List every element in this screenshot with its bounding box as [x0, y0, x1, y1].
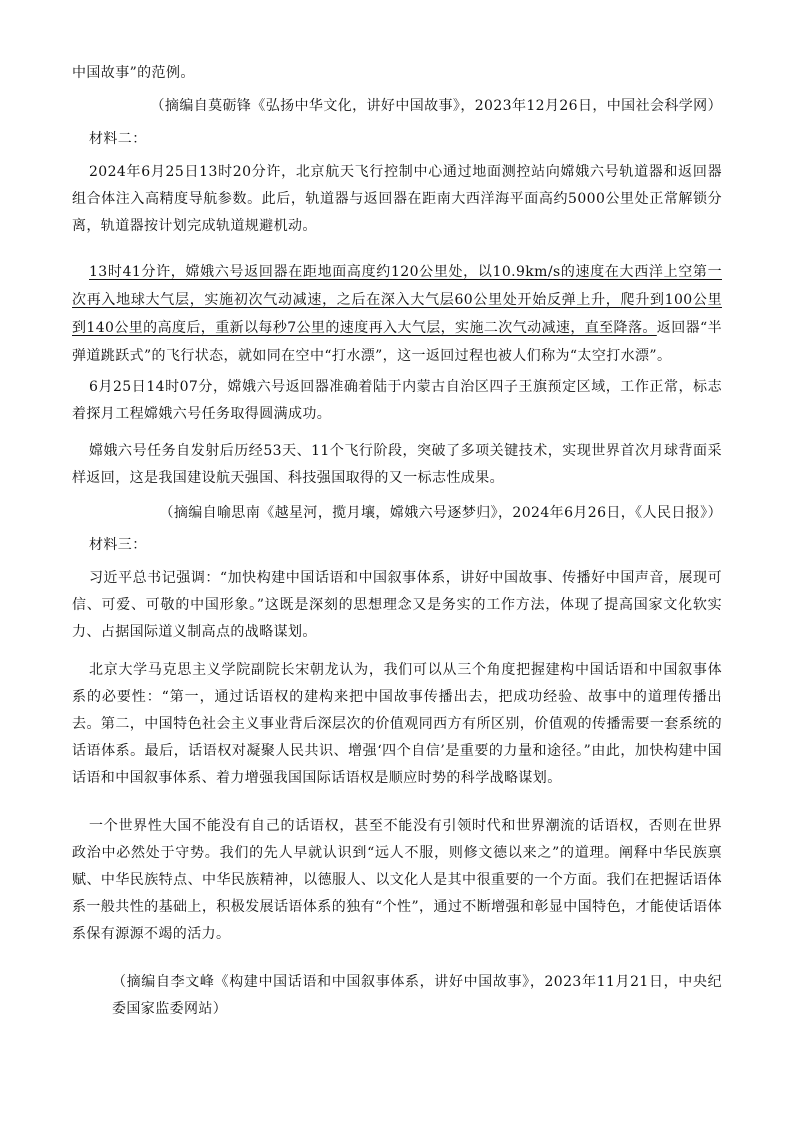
source-citation-1: （摘编自莫砺锋《弘扬中华文化，讲好中国故事》，2023年12月26日，中国社会科学网）: [150, 98, 722, 114]
section-heading-2: 材料二：: [89, 131, 147, 147]
text-continuation: 中国故事”的范例。: [72, 65, 195, 81]
paragraph-launch: 2024年6月25日13时20分许，北京航天飞行控制中心通过地面测控站向嫦娥六号轨道器和返回器组合体注入高精度导航参数。此后，轨道器与返回器在距南大西洋海平面高约5000公里处正常解锁分离，轨道器按计划完成轨道规避机动。: [72, 164, 722, 234]
underlined-reentry-text: 13时41分许，嫦娥六号返回器在距地面高度约120公里处，以10.9km/s的速度在大西洋上空第一次再入地球大气层，实施初次气动减速，之后在深入大气层60公里处开始反弹上升，爬升到100公里到140公里的高度后，重新以每秒7公里的速度再入大气层，实施二次气动减速，直至降落。: [72, 264, 722, 336]
paragraph-reentry: [72, 258, 722, 370]
paragraph-quote: 习近平总书记强调：“加快构建中国话语和中国叙事体系，讲好中国故事、传播好中国声音，展现可信、可爱、可敬的中国形象。”这既是深刻的思想理念又是务实的工作方法，体现了提高国家文化软实力、占据国际道义制高点的战略谋划。: [72, 570, 722, 640]
paragraph-achievement: 嫦娥六号任务自发射后历经53天、11个飞行阶段，突破了多项关键技术，实现世界首次月球背面采样返回，这是我国建设航天强国、科技强国取得的又一标志性成果。: [72, 443, 722, 486]
reentry-tail-text: 返回器“半弹道跳跃式”的飞行状态，就如同在空中“打水漂”，这一返回过程也被人们称为“太空打水漂”。: [72, 320, 722, 364]
paragraph-opinion: 北京大学马克思主义学院副院长宋朝龙认为，我们可以从三个角度把握建构中国话语和中国叙事体系的必要性：“第一，通过话语权的建构来把中国故事传播出去，把成功经验、故事中的道理传播出去。第二，中国特色社会主义事业背后深层次的价值观同西方有所区别，价值观的传播需要一套系统的话语体系。最后，话语权对凝聚人民共识、增强‘四个自信’是重要的力量和途径。”由此，加快构建中国话语和中国叙事体系、着力增强我国国际话语权是顺应时势的科学战略谋划。: [72, 662, 722, 786]
paragraph-landing: 6月25日14时07分，嫦娥六号返回器准确着陆于内蒙古自治区四子王旗预定区域，工作正常，标志着探月工程嫦娥六号任务取得圆满成功。: [72, 379, 722, 422]
paragraph-discourse: 一个世界性大国不能没有自己的话语权，甚至不能没有引领时代和世界潮流的话语权，否则在世界政治中必然处于守势。我们的先人早就认识到“远人不服，则修文德以来之”的道理。阐释中华民族禀赋、中华民族特点、中华民族精神，以德服人、以文化人是其中很重要的一个方面。我们在把握话语体系一般共性的基础上，积极发展话语体系的独有“个性”，通过不断增强和彰显中国特色，才能使话语体系保有源源不竭的活力。: [72, 818, 722, 942]
source-citation-2: （摘编自喻思南《越星河，揽月壤，嫦娥六号逐梦归》，2024年6月26日，《人民日报》）: [159, 505, 722, 521]
section-heading-3: 材料三：: [89, 537, 147, 553]
source-citation-3: （摘编自李文峰《构建中国话语和中国叙事体系，讲好中国故事》，2023年11月21日，中央纪委国家监委网站）: [112, 974, 722, 1017]
